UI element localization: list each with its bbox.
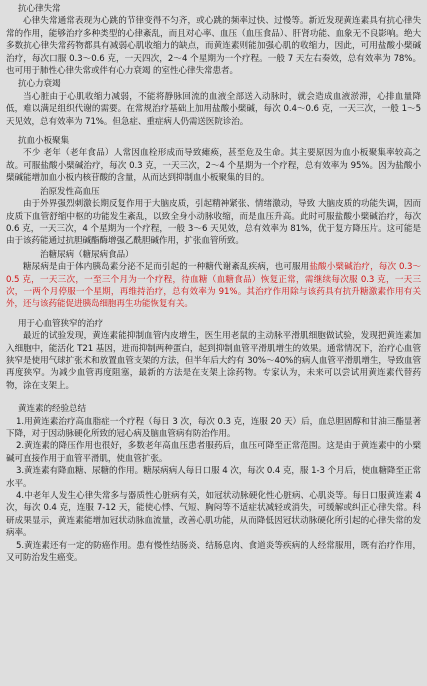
spacer [6,392,421,402]
spacer [6,311,421,317]
section-heading: 黄连素的经验总结 [18,404,86,415]
section-platelet [6,135,421,185]
section-heading: 抗血小板聚集 [18,136,69,147]
section-heading: 治糖尿病（糖尿病食品） [40,249,134,260]
section-paragraph: 心律失常通常表现为心跳的节律变得不匀齐，或心跳的频率过快、过慢等。新近发现黄连素具有抗心律失常的作用，能够治疗多种类型的心律紊乱，而且对心率、血压（血压食品）、肝肾功能、血象无不良影响。绝大多数抗心律失常药物都具有减弱心肌收缩力的缺点，而黄连素则能加强心肌的收缩力，因此，可用盐酸小檗碱治疗，每次口服 0.3～0.6 克，一天四次，2～4 个星期为一个疗程。一般 7 天左右奏效，总有效率为 78%。也可用于肺性心律失常或伴有心力衰竭 的室性心律失常患者。 [6,16,421,77]
section-heading: 抗心力衰竭 [18,79,61,90]
spacer [6,128,421,134]
section-heart-failure [6,78,421,128]
summary-item: 1.用黄连素治疗高血脂症一个疗程（每日 3 次，每次 0.3 克，连服 20 天）后，血总胆固醇和甘油三酯显著下降，对于因动脉硬化所致的冠心病及脑血管病有防治作用。 [6,416,421,439]
section-paragraph: 最近的试验发现，黄连素能抑制血管内皮增生，医生用老鼠的主动脉平滑肌细胞做试验，发现把黄连素加入细胞中，能活化 T21 基因，进而抑制两种蛋白，起到抑制血管平滑肌增生的效果。通常情况下，治疗心血管狭窄是使用气球扩张术和放置血管支架的方法，但半年后大约有 30%～40%的病人血管平滑肌增生，导致血管再度狭窄。为减少血管再度阻塞，最新的方法是在支架上涂药物。专家认为，未来可以尝试用黄连素代替药物，涂在支架上。 [6,331,421,391]
section-summary [6,403,421,564]
summary-item: 4.中老年人发生心律失常多与器质性心脏病有关，如冠状动脉硬化性心脏病、心肌炎等。每日口服黄连素 4 次，每次 0.4 克，连服 7-12 天，能使心悸、气短、胸闷等不适症状减轻或消失，可缓解或纠正心律失常。科研成果显示，黄连素能增加冠状动脉血流量，改善心肌功能，从而降低因冠状动脉硬化所引起的心律失常的发病率。 [6,491,421,539]
section-paragraph [6,261,421,311]
section-vascular-stenosis [6,318,421,392]
summary-item: 3.黄连素有降血糖、尿糖的作用。糖尿病病人每日口服 4 次，每次 0.4 克，服 1-3 个月后，使血糖降至正常水平。 [6,466,421,489]
summary-item: 2.黄连素的降压作用也很好，多数老年高血压患者服药后，血压可降至正常范围。这是由于黄连素中的小檗碱可直接作用于血管平滑肌，使血管扩张。 [6,441,421,464]
section-antiarrhythmia [6,3,421,77]
section-hypertension [6,186,421,248]
summary-item: 5.黄连素还有一定的防癌作用。患有慢性结肠炎、结肠息肉、食道炎等疾病的人经常服用，既有治疗作用，又可防治发生癌变。 [6,540,421,564]
section-diabetes [6,249,421,311]
section-heading: 治原发性高血压 [40,186,100,197]
section-heading: 用于心血管狭窄的治疗 [18,318,103,329]
section-paragraph: 由于外界强烈刺激长期反复作用于大脑皮质，引起精神紧张、情绪激动，导致 大脑皮质的功能失调，因而皮质下血管舒缩中枢的功能发生紊乱，以致全身小动脉收缩，而是血压升高。此时可服盐酸小檗碱治疗，每次 0.6 克，一天三次，4 个星期为一个疗程，一般 3～6 天见效，总有效率为 81%，优于复方降压片。这可能是由于该药能通过抗胆碱酯酶增强乙酰胆碱作用，扩张血管所致。 [6,199,421,247]
section-paragraph: 不少 老年（老年食品）人常因血栓形成而导致瘫痪，甚至危及生命。其主要原因为血小板聚集率较高之故。可服盐酸小檗碱治疗，每次 0.3 克，一天三次，2～4 个星期为一个疗程，总有效率为 95%。因为盐酸小檗碱能增加血小板内核苷酸的含量，从而达到抑制血小板聚集的目的。 [6,148,421,184]
diabetes-lead: 糖尿病是由于体内胰岛素分泌不足而引起的一种糖代谢紊乱疾病，也可服用 [23,262,310,273]
section-heading: 抗心律失常 [18,4,61,14]
section-paragraph: 当心脏由于心肌收缩力减弱，不能将静脉回流的血液全部送入动脉时，就会造成血液淤滞，心排血量降低，难以满足组织代谢的需要。在常规治疗基础上加用盐酸小檗碱，每次 0.4～0.6 克，一天三次，一般 1～5 天见效，总有效率为 71%。但急症、重症病人仍需送医院诊治。 [6,91,421,127]
diabetes-highlight: 盐酸小檗碱治疗，每次 0.3～0.5 克，一天三次，一至三个月为一个疗程，待血糖（血糖食品）恢复正常，需继续每次服 0.3 克，一天三次，一两个月停服一个星期，再维持治疗，总有效率为 91%。其治疗作用除与该药具有抗升糖激素作用有关外，还与该药能促进胰岛细胞再生功能恢复有关。 [6,262,421,310]
